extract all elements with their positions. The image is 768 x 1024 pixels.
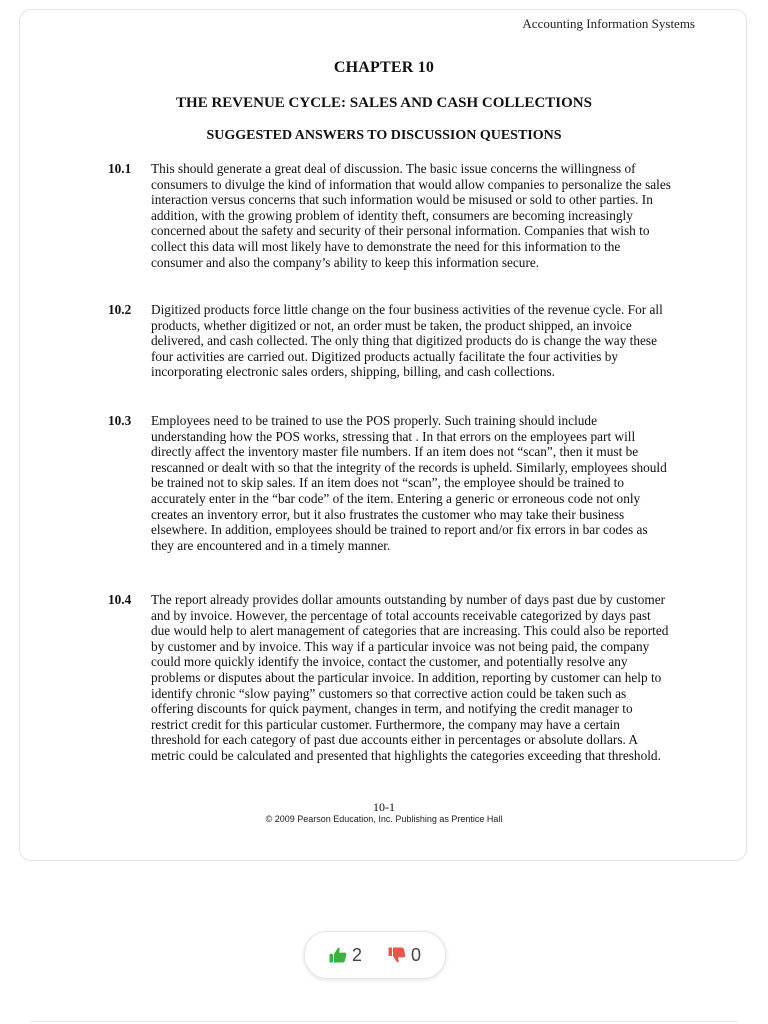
answer-number: 10.1 — [108, 161, 132, 176]
answer-text: Employees need to be trained to use the POS properly. Such training should include understanding how the POS works, stressing that . In that errors on the employees part will directly affect the inventory master file numbers. If an item does not “scan”, then it must be rescanned or dealt with so that the integrity of the records is upheld. Similarly, employees should be trained not to skip sales. If an item does not “scan”, the employee should be trained to accurately enter in the “bar code” of the item. Entering a generic or erroneous code not only creates an inventory error, but it also frustrates the customer who may take their business elsewhere. In addition, employees should be trained to report and/or fix errors in bar codes as they are encountered and in a timely manner. — [151, 413, 667, 553]
page-title: THE REVENUE CYCLE: SALES AND CASH COLLECTIONS — [176, 95, 592, 111]
answer-10-4 — [108, 592, 672, 764]
answer-number: 10.2 — [108, 302, 132, 317]
downvote-button[interactable] — [388, 945, 421, 966]
upvote-button[interactable] — [329, 945, 362, 966]
answer-10-2 — [108, 302, 672, 380]
upvote-count: 2 — [351, 944, 362, 965]
copyright-notice: © 2009 Pearson Education, Inc. Publishing as Prentice Hall — [265, 814, 503, 824]
running-head: Accounting Information Systems — [522, 16, 695, 31]
section-subtitle: SUGGESTED ANSWERS TO DISCUSSION QUESTIONS — [206, 128, 562, 143]
divider — [30, 1021, 738, 1022]
thumbs-down-icon — [388, 947, 406, 963]
answer-text: This should generate a great deal of discussion. The basic issue concerns the willingness of consumers to divulge the kind of information that would allow companies to personalize the sales interaction versus concerns that such information would be misused or sold to other parties. In addition, with the growing problem of identity theft, consumers are becoming increasingly concerned about the safety and security of their personal information. Companies that wish to collect this data will most likely have to demonstrate the need for this information to the consumer and also the company’s ability to keep this information secure. — [151, 161, 671, 270]
vote-bar — [304, 931, 446, 979]
answer-number: 10.3 — [108, 413, 132, 428]
answer-text: Digitized products force little change on the four business activities of the revenue cycle. For all products, whether digitized or not, an order must be taken, the product shipped, an invoice delivered, and cash collected. The only thing that digitized products do is change the way these four activities are carried out. Digitized products actually facilitate the four activities by incorporating electronic sales orders, shipping, billing, and cash collections. — [151, 302, 663, 380]
answer-number: 10.4 — [108, 592, 132, 607]
answer-10-1 — [108, 161, 672, 270]
page-number: 10-1 — [373, 800, 395, 814]
answer-text: The report already provides dollar amounts outstanding by number of days past due by customer and by invoice. However, the percentage of total accounts receivable categorized by days past due would help to alert management of categories that are increasing. This could also be reported by customer and by invoice. This way if a particular invoice was not being paid, the company could more quickly identify the invoice, contact the customer, and potentially resolve any problems or disputes about the particular invoice. In addition, reporting by customer can help to identify chronic “slow paying” customers so that corrective action could be taken such as offering discounts for quick payment, changes in term, and notifying the credit manager to restrict credit for this particular customer. Furthermore, the company may have a certain threshold for each category of past due accounts either in percentages or absolute dollars. A metric could be calculated and presented that highlights the categories exceeding that threshold. — [151, 592, 669, 763]
chapter-heading: CHAPTER 10 — [333, 59, 435, 76]
thumbs-up-icon — [329, 947, 347, 963]
downvote-count: 0 — [411, 944, 422, 965]
answer-10-3 — [108, 413, 672, 553]
